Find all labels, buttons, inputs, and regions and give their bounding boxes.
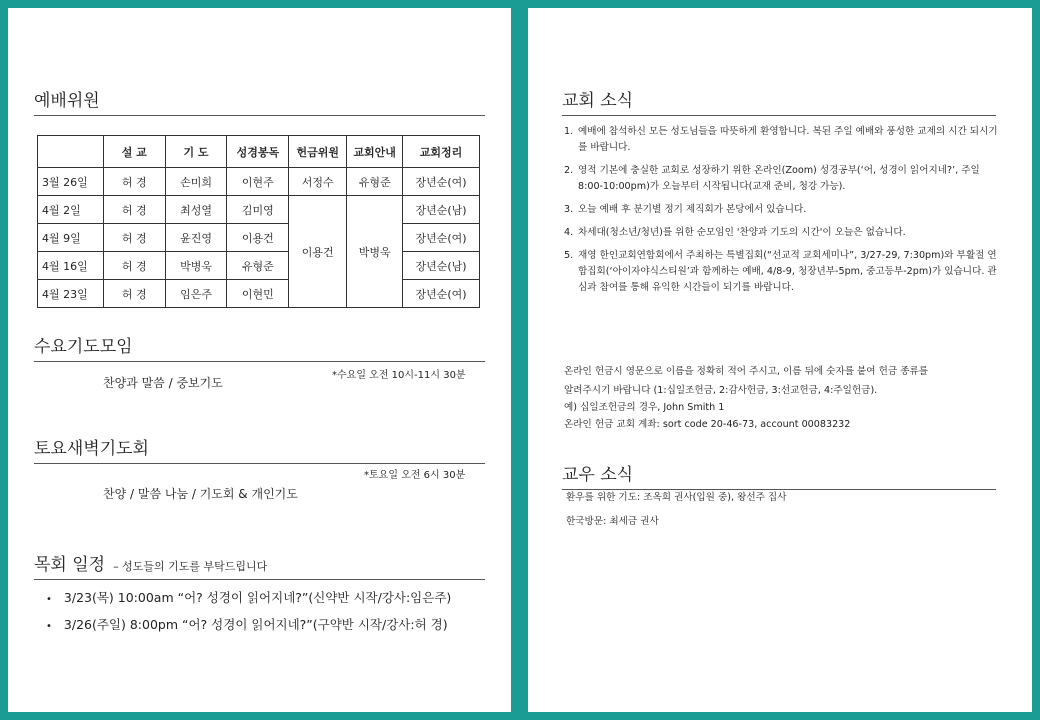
news-number: 1. bbox=[564, 126, 574, 137]
church-news-title: 교회 소식 bbox=[562, 86, 996, 116]
sermon-cell: 허 경 bbox=[103, 168, 165, 196]
date-cell: 4월 23일 bbox=[38, 280, 104, 308]
list-item: • 3/23(목) 10:00am “어? 성경이 읽어지네?”(신약반 시작/강사:임은주) bbox=[46, 588, 451, 606]
table-row bbox=[38, 168, 480, 196]
news-text: 영적 기본에 충실한 교회로 성장하기 위한 온라인(Zoom) 성경공부(‘어, 성경이 읽어지네?’, 주일 8:00-10:00pm)가 오늘부터 시작됩니다(교재 준비, 청강 가능). bbox=[578, 165, 980, 192]
table-row bbox=[38, 224, 480, 252]
sermon-cell: 허 경 bbox=[103, 280, 165, 308]
date-cell: 4월 9일 bbox=[38, 224, 104, 252]
table-row bbox=[38, 280, 480, 308]
cleanup-cell: 장년순(여) bbox=[403, 168, 480, 196]
pastor-schedule-subtitle: – 성도들의 기도를 부탁드립니다 bbox=[113, 560, 268, 573]
offering-account-line: 온라인 헌금 교회 계좌: sort code 20-46-73, account 00083232 bbox=[564, 419, 851, 430]
church-news-list bbox=[564, 124, 1004, 303]
list-item bbox=[564, 124, 1004, 156]
usher-cell: 유형준 bbox=[347, 168, 403, 196]
prayer-cell: 박병욱 bbox=[165, 252, 227, 280]
news-text: 차세대(청소년/청년)를 위한 순모임인 '찬양과 기도의 시간'이 오늘은 없습니다. bbox=[578, 227, 906, 238]
member-news-line: 한국방문: 최세금 권사 bbox=[566, 516, 659, 527]
saturday-prayer-title: 토요새벽기도회 bbox=[34, 434, 485, 464]
sermon-cell: 허 경 bbox=[103, 224, 165, 252]
wednesday-time-note: *수요일 오전 10시-11시 30분 bbox=[332, 370, 466, 381]
news-number: 2. bbox=[564, 165, 574, 176]
prayer-cell: 임은주 bbox=[165, 280, 227, 308]
reading-cell: 이현주 bbox=[227, 168, 289, 196]
offering-merged-cell: 이용건 bbox=[289, 196, 347, 308]
table-header-row bbox=[38, 136, 480, 168]
sermon-cell: 허 경 bbox=[103, 196, 165, 224]
reading-cell: 유형준 bbox=[227, 252, 289, 280]
cleanup-cell: 장년순(여) bbox=[403, 224, 480, 252]
prayer-cell: 손미희 bbox=[165, 168, 227, 196]
table-header: 헌금위원 bbox=[289, 136, 347, 168]
table-header: 기 도 bbox=[165, 136, 227, 168]
cleanup-cell: 장년순(남) bbox=[403, 252, 480, 280]
pastor-schedule-title bbox=[34, 550, 485, 580]
news-number: 4. bbox=[564, 227, 574, 238]
list-item bbox=[564, 163, 1004, 195]
list-item: • 3/26(주일) 8:00pm “어? 성경이 읽어지네?”(구약반 시작/강사:허 경) bbox=[46, 615, 451, 633]
right-page bbox=[528, 8, 1032, 712]
member-news-title: 교우 소식 bbox=[562, 460, 996, 490]
pastor-events-list bbox=[46, 588, 451, 642]
saturday-content: 찬양 / 말씀 나눔 / 기도회 & 개인기도 bbox=[103, 487, 298, 501]
usher-merged-cell: 박병욱 bbox=[347, 196, 403, 308]
table-header: 설 교 bbox=[103, 136, 165, 168]
saturday-time-note: *토요일 오전 6시 30분 bbox=[364, 470, 466, 481]
news-number: 5. bbox=[564, 250, 574, 261]
prayer-cell: 최성열 bbox=[165, 196, 227, 224]
offering-cell: 서정수 bbox=[289, 168, 347, 196]
member-news-line: 환우를 위한 기도: 조옥희 권사(입원 중), 왕선주 집사 bbox=[566, 492, 787, 503]
table-row bbox=[38, 196, 480, 224]
date-cell: 4월 16일 bbox=[38, 252, 104, 280]
left-page bbox=[8, 8, 511, 712]
worship-committee-title: 예배위원 bbox=[34, 86, 485, 116]
sermon-cell: 허 경 bbox=[103, 252, 165, 280]
cleanup-cell: 장년순(남) bbox=[403, 196, 480, 224]
news-text: 예배에 참석하신 모든 성도님들을 따뜻하게 환영합니다. 복된 주일 예배와 풍성한 교제의 시간 되시기를 바랍니다. bbox=[578, 126, 998, 153]
table-header: 교회안내 bbox=[347, 136, 403, 168]
date-cell: 3월 26일 bbox=[38, 168, 104, 196]
offering-info-line: 알려주시기 바랍니다 (1:십일조헌금, 2:감사헌금, 3:선교헌금, 4:주일헌금). bbox=[564, 385, 878, 396]
news-number: 3. bbox=[564, 204, 574, 215]
wednesday-content: 찬양과 말씀 / 중보기도 bbox=[103, 376, 223, 390]
table-row bbox=[38, 252, 480, 280]
reading-cell: 이용건 bbox=[227, 224, 289, 252]
table-header: 교회정리 bbox=[403, 136, 480, 168]
cleanup-cell: 장년순(여) bbox=[403, 280, 480, 308]
list-item bbox=[564, 202, 1004, 218]
reading-cell: 이현민 bbox=[227, 280, 289, 308]
list-item bbox=[564, 225, 1004, 241]
worship-committee-table bbox=[37, 135, 480, 308]
reading-cell: 김미영 bbox=[227, 196, 289, 224]
offering-info-line: 예) 십일조헌금의 경우, John Smith 1 bbox=[564, 402, 725, 413]
offering-info-line: 온라인 헌금시 영문으로 이름을 정확히 적어 주시고, 이름 뒤에 숫자를 붙여 헌금 종류를 bbox=[564, 366, 929, 377]
table-header bbox=[38, 136, 104, 168]
news-text: 재영 한인교회연합회에서 주최하는 특별집회(“선교적 교회세미나”, 3/27-29, 7:30pm)와 부활절 연합집회(‘아이자야식스티원’과 함께하는 예배, 4/8-9, 청장년부-5pm, 중고등부-2pm)가 있습니다. 관심과 참여를 통해 유익한 시간들이 되기를 바랍니다. bbox=[578, 250, 997, 293]
news-text: 오늘 예배 후 분기별 정기 제직회가 본당에서 있습니다. bbox=[578, 204, 807, 215]
table-header: 성경봉독 bbox=[227, 136, 289, 168]
wednesday-prayer-title: 수요기도모임 bbox=[34, 332, 485, 362]
prayer-cell: 윤진영 bbox=[165, 224, 227, 252]
list-item bbox=[564, 248, 1004, 296]
date-cell: 4월 2일 bbox=[38, 196, 104, 224]
pastor-schedule-title-text: 목회 일정 bbox=[34, 555, 106, 575]
